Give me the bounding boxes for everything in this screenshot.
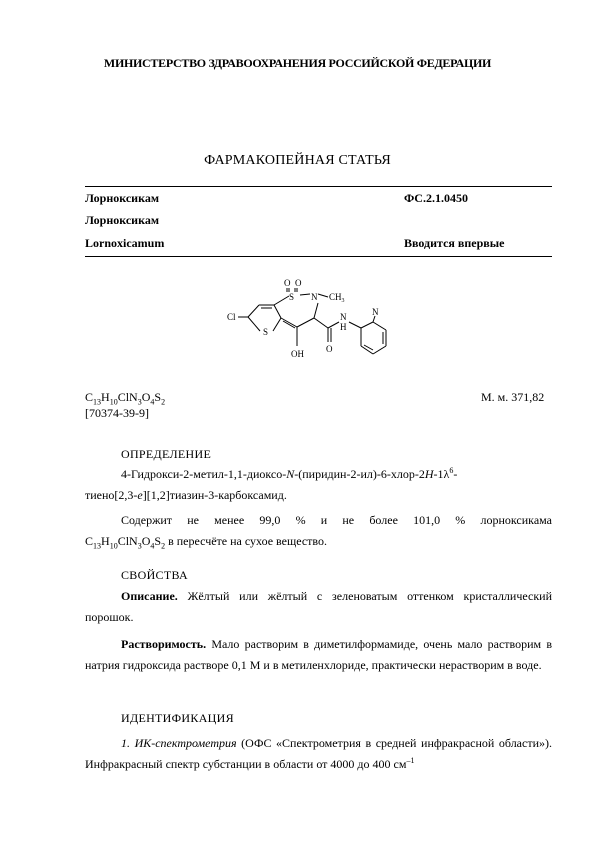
atom-s-ring: S [263, 327, 269, 337]
top-rule [85, 186, 552, 187]
name-ru-1: Лорноксикам [85, 191, 159, 205]
identification-heading: ИДЕНТИФИКАЦИЯ [121, 711, 234, 725]
properties-body [85, 586, 552, 676]
status-text: Вводится впервые [404, 236, 505, 250]
structural-formula [215, 270, 415, 370]
cas-number: [70374-39-9] [85, 406, 149, 420]
identification-body [85, 733, 552, 775]
bottom-rule [85, 256, 552, 257]
atom-o-carbonyl: O [326, 344, 333, 354]
content-line: Содержит не менее 99,0 % и не более 101,0 % лорноксикама [121, 513, 552, 527]
atom-nh-n: N [340, 312, 347, 322]
atom-methyl: $CH_3$ [329, 292, 345, 304]
atom-s-sulfonyl: S [289, 292, 295, 302]
solubility-paragraph: Растворимость. Мало растворим в диметилформамиде, очень мало растворим в натрия гидроксида растворе 0,1 М и в метиленхлориде, практически нерастворим в воде. [85, 637, 552, 672]
atom-nh-h: H [340, 322, 347, 332]
article-code: ФС.2.1.0450 [404, 191, 468, 205]
definition-heading: ОПРЕДЕЛЕНИЕ [121, 447, 212, 461]
ministry-header: МИНИСТЕРСТВО ЗДРАВООХРАНЕНИЯ РОССИЙСКОЙ ФЕДЕРАЦИИ [103, 56, 492, 70]
atom-n-ring: N [311, 292, 318, 302]
atom-oh: OH [291, 349, 304, 359]
chemical-name-line-1: $4-Гидрокси-2-метил-1,1-диоксо-N-(пиридин-2-ил)-6-хлор-2H-1\lambda^6-$ [121, 466, 458, 481]
atom-o1: O [284, 278, 291, 288]
chemical-name-line-2: тиено[2,3-e][1,2]тиазин-3-карбоксамид. [85, 488, 287, 502]
properties-heading: СВОЙСТВА [121, 568, 188, 582]
article-title: ФАРМАКОПЕЙНАЯ СТАТЬЯ [204, 153, 391, 168]
ir-spectrometry-paragraph: 1. ИК-спектрометрия (ОФС «Спектрометрия в средней инфракрасной области»). Инфракрасный спектр субстанции в области от 4000 до 400 $см^{-1}$ [85, 736, 552, 771]
definition-body [85, 464, 552, 552]
molecular-formula: $C_{13}H_{10}ClN_3O_4S_2$ [85, 390, 166, 407]
name-latin: Lornoxicamum [85, 236, 165, 250]
description-paragraph: Описание. Жёлтый или жёлтый с зеленоватым оттенком кристаллический порошок. [85, 589, 552, 624]
molecular-mass: М. м. 371,82 [481, 390, 545, 404]
atom-o2: O [295, 278, 302, 288]
name-ru-2: Лорноксикам [85, 213, 159, 227]
content-formula-line: $C_{13}H_{10}ClN_3O_4S_2$ в пересчёте на сухое вещество. [85, 534, 327, 551]
atom-cl: Cl [227, 312, 236, 322]
atom-n-pyridine: N [372, 307, 379, 317]
